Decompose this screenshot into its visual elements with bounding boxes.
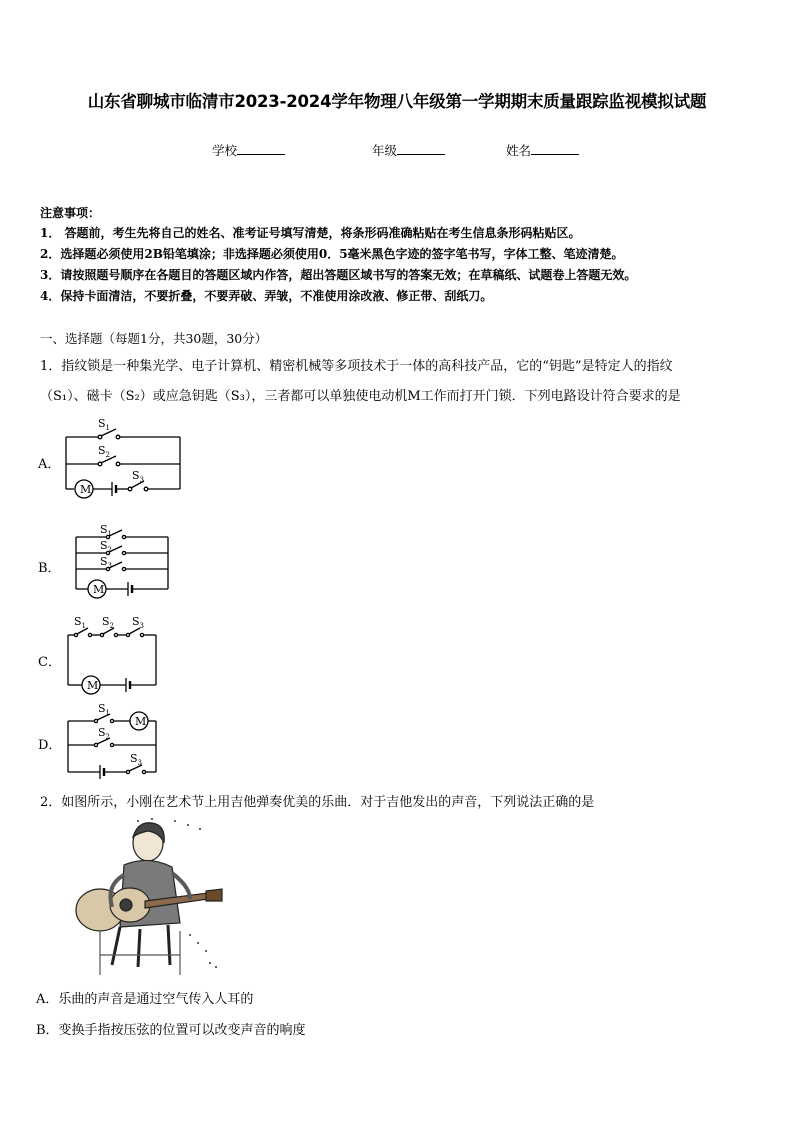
name-field[interactable] — [506, 141, 579, 159]
motor-label: M — [93, 583, 105, 596]
page-title: 山东省聊城市临清市2023-2024学年物理八年级第一学期期末质量跟踪监视模拟试题 — [87, 92, 707, 111]
s1-label: $S_1$ — [100, 523, 113, 538]
name-blank[interactable] — [531, 142, 579, 155]
q1-option-d-label[interactable]: D． — [38, 738, 62, 753]
name-label: 姓名 — [506, 143, 532, 158]
guitar-player-illustration — [40, 815, 225, 980]
notes-heading: 注意事项： — [40, 206, 101, 220]
s3-label: $S_3$ — [132, 469, 145, 484]
section-heading: 一、选择题（每题1分，共30题，30分） — [40, 331, 268, 346]
s3-label: $S_3$ — [132, 615, 145, 630]
q1-circuit-c — [62, 615, 167, 700]
school-blank[interactable] — [237, 142, 285, 155]
s2-label: $S_2$ — [98, 726, 111, 741]
q2-stem: 2．如图所示，小刚在艺术节上用吉他弹奏优美的乐曲．对于吉他发出的声音，下列说法正确的是 — [40, 795, 595, 810]
motor-label: M — [87, 679, 99, 692]
q1-circuit-d — [62, 702, 167, 782]
s2-label: $S_2$ — [98, 444, 111, 459]
q1-option-c-label[interactable]: C． — [38, 655, 61, 670]
note-item: 4．保持卡面清洁，不要折叠，不要弄破、弄皱，不准使用涂改液、修正带、刮纸刀。 — [40, 289, 493, 303]
motor-label: M — [135, 715, 147, 728]
q1-option-b-label[interactable]: B． — [38, 561, 61, 576]
s3-label: $S_3$ — [100, 555, 113, 570]
s1-label: $S_1$ — [98, 702, 111, 717]
grade-field[interactable] — [372, 141, 445, 159]
note-item: 3．请按照题号顺序在各题目的答题区域内作答，超出答题区域书写的答案无效；在草稿纸、试题卷上答题无效。 — [40, 268, 637, 282]
grade-label: 年级 — [372, 143, 398, 158]
q1-stem-line2: （S₁）、磁卡（S₂）或应急钥匙（S₃），三者都可以单独使电动机M工作而打开门锁．下列电路设计符合要求的是 — [40, 389, 681, 404]
q1-option-a-label[interactable]: A． — [38, 457, 61, 472]
note-item: 2．选择题必须使用2B铅笔填涂；非选择题必须使用0．5毫米黑色字迹的签字笔书写，字体工整、笔迹清楚。 — [40, 247, 624, 261]
q2-option-a[interactable]: A．乐曲的声音是通过空气传入人耳的 — [36, 992, 254, 1007]
school-label: 学校 — [212, 143, 238, 158]
note-item: 1． 答题前，考生先将自己的姓名、准考证号填写清楚，将条形码准确粘贴在考生信息条形码粘贴区。 — [40, 226, 581, 240]
q1-circuit-a — [60, 415, 190, 505]
s1-label: $S_1$ — [98, 417, 111, 432]
school-field[interactable] — [212, 141, 285, 159]
grade-blank[interactable] — [397, 142, 445, 155]
s1-label: $S_1$ — [74, 615, 87, 630]
s3-label: $S_3$ — [130, 752, 143, 767]
q1-circuit-b — [70, 525, 180, 605]
q1-stem-line1: 1．指纹锁是一种集光学、电子计算机、精密机械等多项技术于一体的高科技产品，它的“钥匙”是特定人的指纹 — [40, 359, 673, 374]
q2-option-b[interactable]: B．变换手指按压弦的位置可以改变声音的响度 — [36, 1023, 306, 1038]
s2-label: $S_2$ — [100, 539, 113, 554]
s2-label: $S_2$ — [102, 615, 115, 630]
motor-label: M — [80, 483, 92, 496]
